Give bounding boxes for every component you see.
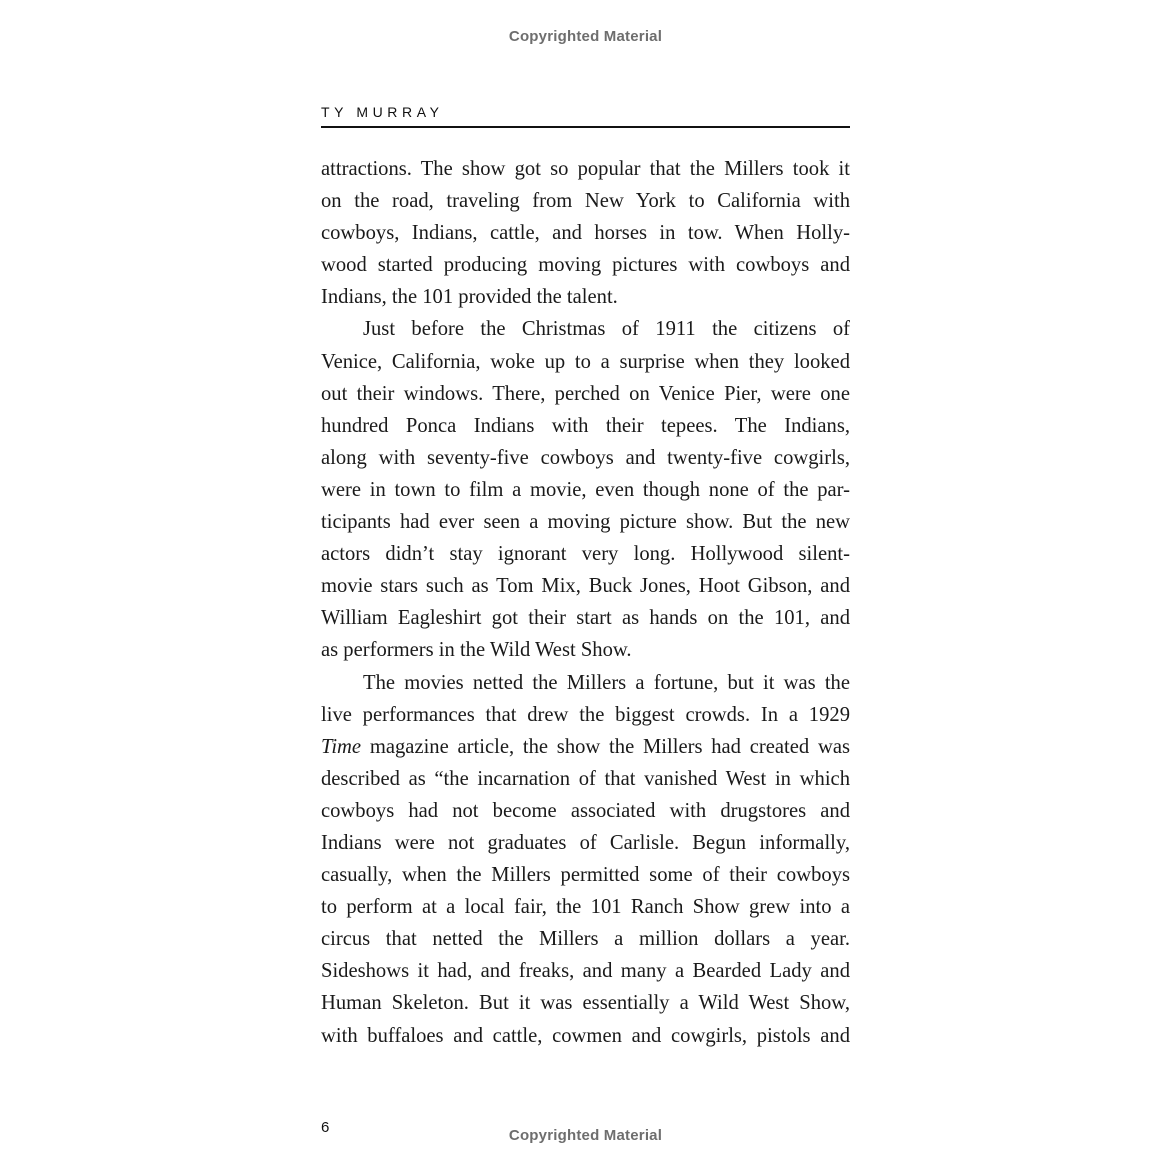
text-line: movie stars such as Tom Mix, Buck Jones, Hoot Gibson, and bbox=[321, 575, 850, 598]
copyright-watermark-top: Copyrighted Material bbox=[508, 28, 663, 45]
text-line: Sideshows it had, and freaks, and many a Bearded Lady and bbox=[321, 960, 850, 983]
text-line: The movies netted the Millers a fortune, but it was the bbox=[363, 671, 850, 694]
text-line: described as “the incarnation of that vanished West in which bbox=[321, 767, 850, 790]
copyright-watermark-bottom: Copyrighted Material bbox=[508, 1127, 663, 1144]
text-line: Indians were not graduates of Carlisle. Begun informally, bbox=[321, 831, 850, 854]
text-line: on the road, traveling from New York to California with bbox=[321, 190, 850, 213]
text-line: with buffaloes and cattle, cowmen and cowgirls, pistols and bbox=[321, 1024, 850, 1047]
text-line: Venice, California, woke up to a surprise when they looked bbox=[321, 350, 850, 373]
italic-title: Time bbox=[321, 735, 362, 758]
text-line-rest: magazine article, the show the Millers had created was bbox=[369, 735, 850, 758]
text-line: circus that netted the Millers a million dollars a year. bbox=[321, 928, 850, 951]
text-line: cowboys had not become associated with drugstores and bbox=[321, 799, 850, 822]
page-number: 6 bbox=[321, 1119, 330, 1136]
text-line: Indians, the 101 provided the talent. bbox=[321, 286, 618, 309]
text-line bbox=[321, 731, 850, 763]
text-line: Human Skeleton. But it was essentially a Wild West Show, bbox=[321, 992, 850, 1015]
text-line: were in town to film a movie, even though none of the par- bbox=[321, 478, 850, 501]
text-line: actors didn’t stay ignorant very long. Hollywood silent- bbox=[321, 543, 850, 566]
text-line: as performers in the Wild West Show. bbox=[321, 639, 632, 662]
text-line: cowboys, Indians, cattle, and horses in tow. When Holly- bbox=[321, 222, 850, 245]
text-line: William Eagleshirt got their start as hands on the 101, and bbox=[321, 607, 850, 630]
body-text bbox=[321, 153, 850, 1052]
text-line: live performances that drew the biggest crowds. In a 1929 bbox=[321, 703, 850, 726]
text-line: Just before the Christmas of 1911 the citizens of bbox=[363, 318, 850, 341]
text-line: wood started producing moving pictures with cowboys and bbox=[321, 254, 850, 277]
text-line: to perform at a local fair, the 101 Ranch Show grew into a bbox=[321, 896, 850, 919]
header-rule bbox=[321, 126, 850, 128]
text-line: out their windows. There, perched on Venice Pier, were one bbox=[321, 382, 850, 405]
running-head: TY MURRAY bbox=[321, 104, 444, 120]
text-line: ticipants had ever seen a moving picture show. But the new bbox=[321, 511, 850, 534]
text-line: along with seventy-five cowboys and twenty-five cowgirls, bbox=[321, 446, 850, 469]
text-line: casually, when the Millers permitted some of their cowboys bbox=[321, 864, 850, 887]
text-line: hundred Ponca Indians with their tepees. The Indians, bbox=[321, 414, 850, 437]
text-line: attractions. The show got so popular that the Millers took it bbox=[321, 158, 850, 180]
